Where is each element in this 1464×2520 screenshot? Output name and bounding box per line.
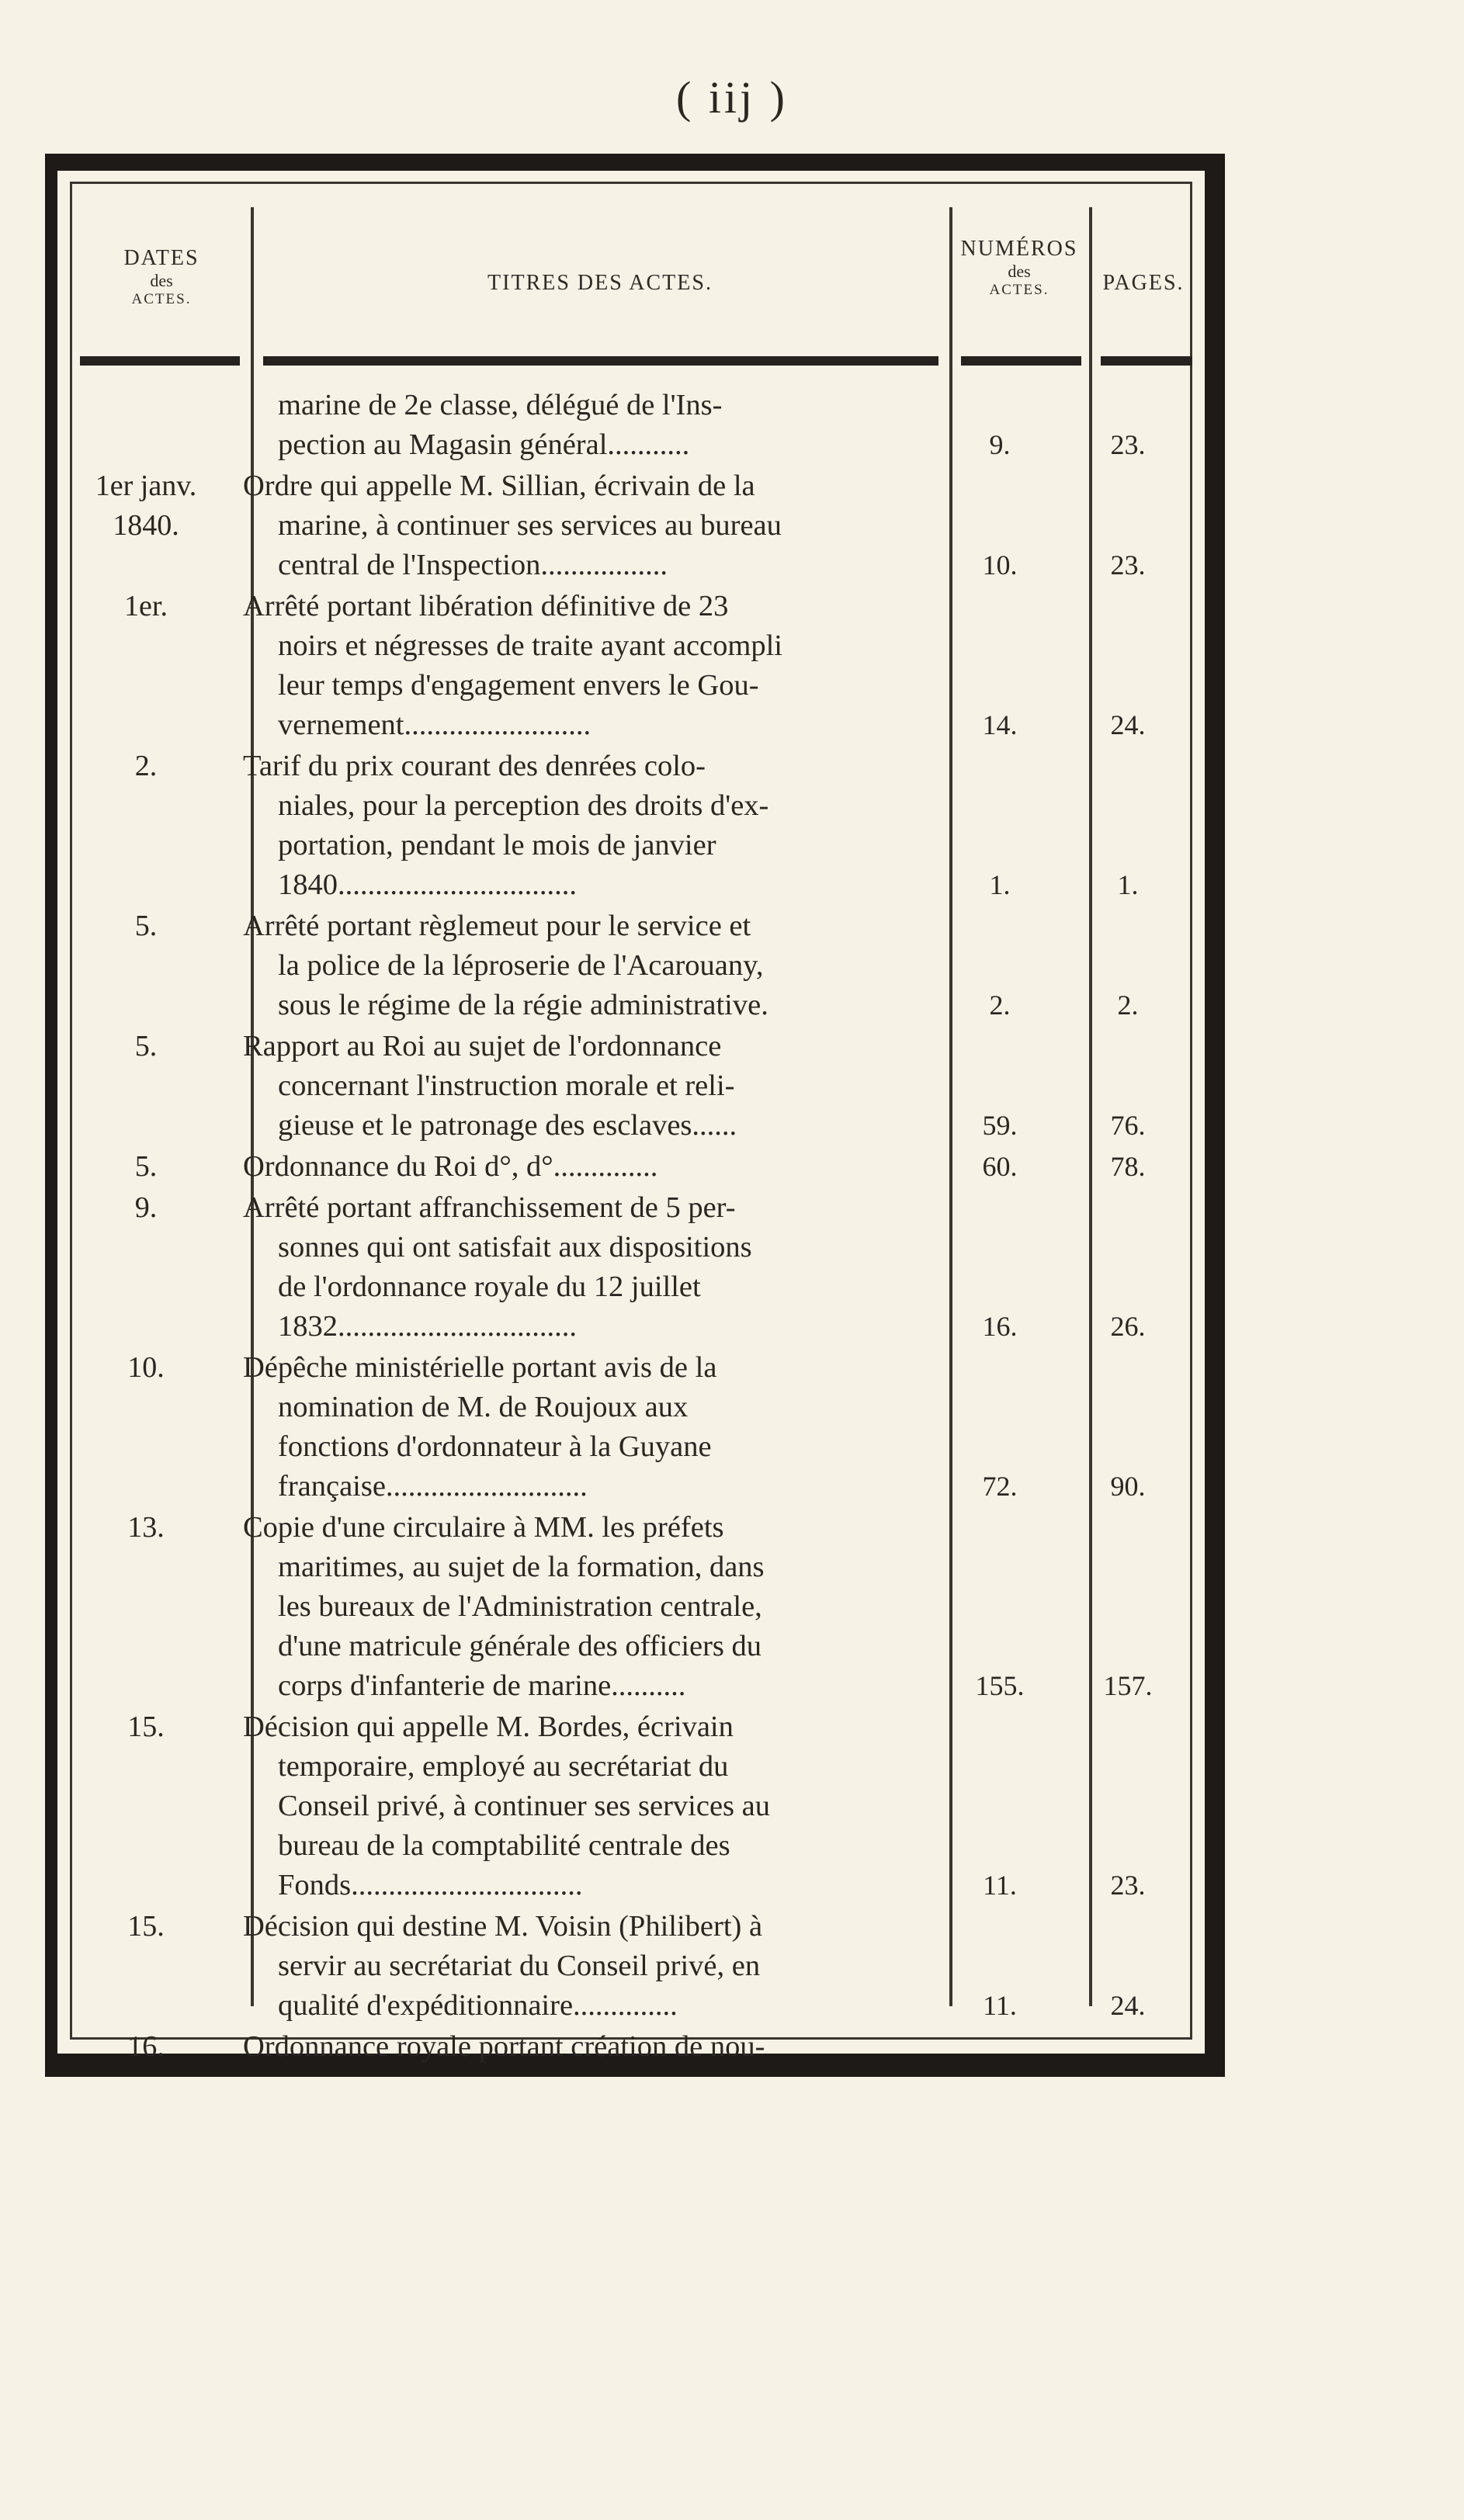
entry-title-line: 1832................................ [278, 1310, 577, 1343]
header-rule-pages [1101, 356, 1192, 366]
entry-title-line: 1840................................ [278, 868, 577, 901]
entry-title-line: Arrêté portant affranchissement de 5 per- [243, 1191, 736, 1224]
entry-title [243, 1508, 931, 1706]
entry-title-line: concernant l'instruction morale et reli- [278, 1069, 735, 1102]
entry-title [243, 466, 931, 585]
entry-page: 24. [1110, 709, 1146, 740]
entry-number: 1. [989, 869, 1011, 900]
table-frame [45, 154, 1225, 2077]
entry-number: 14. [982, 709, 1018, 740]
entry-title-line: gieuse et le patronage des esclaves...... [278, 1109, 737, 1142]
entry-title [243, 906, 931, 1025]
entry-title-line: marine, à continuer ses services au bureau [278, 509, 782, 542]
entry-date: 1er. [124, 590, 168, 622]
header-rule-titles [263, 356, 938, 366]
entry-title-line: leur temps d'engagement envers le Gou- [278, 669, 759, 702]
entry-title-line: Tarif du prix courant des denrées colo- [243, 750, 706, 782]
entry-title-line: Fonds............................... [278, 1869, 583, 1901]
entry-title-line: Arrêté portant règlemeut pour le service et [243, 910, 751, 942]
entry-title-line: temporaire, employé au secrétariat du [278, 1750, 729, 1783]
entry-title-line: corps d'infanterie de marine.......... [278, 1669, 686, 1702]
entry-number: 11. [983, 1870, 1017, 1901]
entry-date: 15. [127, 1910, 165, 1943]
entry-title-line: Arrêté portant libération définitive de 23 [243, 590, 729, 622]
entry-date: 5. [134, 910, 158, 942]
entry-date: 16. [127, 2030, 165, 2063]
entry-date: 5. [134, 1150, 158, 1183]
entry-title-line: central de l'Inspection................. [278, 549, 668, 581]
entry-page: 78. [1110, 1151, 1146, 1182]
entry-title-line: d'une matricule générale des officiers du [278, 1630, 762, 1662]
entry-title-line: la police de la léproserie de l'Acarouany, [278, 949, 764, 982]
entry-title [243, 1707, 931, 1905]
entry-number: 10. [982, 549, 1018, 581]
entry-page: 1. [1117, 869, 1139, 900]
entry-title [243, 1188, 931, 1347]
entry-title-line: fonctions d'ordonnateur à la Guyane [278, 1430, 712, 1463]
entry-title-line: qualité d'expéditionnaire.............. [278, 1989, 678, 2022]
entry-number: 59. [982, 1110, 1018, 1141]
header-numeros: NUMÉROS des ACTES. [960, 237, 1078, 298]
entry-page: 76. [1110, 1110, 1146, 1141]
entry-title [243, 747, 931, 905]
entry-title [243, 1027, 931, 1146]
entry-page: 23. [1110, 1870, 1146, 1901]
header-dates: DATES des ACTES. [123, 246, 199, 307]
entry-page: 23. [1110, 429, 1146, 460]
entry-title-line: maritimes, au sujet de la formation, dans [278, 1551, 765, 1583]
entry-title-line: Conseil privé, à continuer ses services au [278, 1790, 770, 1822]
header-rule-dates [80, 356, 240, 366]
entry-title-line: pection au Magasin général........... [278, 428, 690, 461]
entry-title-line: portation, pendant le mois de janvier [278, 829, 716, 861]
entry-page: 157. [1103, 1670, 1153, 1701]
entry-title-line: niales, pour la perception des droits d'ex- [278, 789, 769, 822]
entry-page: 2. [1117, 990, 1139, 1021]
entry-page: 24. [1110, 1990, 1146, 2021]
entry-page: 90. [1110, 1471, 1146, 1502]
entry-title-line: Ordre qui appelle M. Sillian, écrivain de la [243, 470, 755, 502]
entry-title-line: servir au secrétariat du Conseil privé, en [278, 1950, 761, 1982]
entry-number: 60. [982, 1151, 1018, 1182]
header-titles: TITRES DES ACTES. [487, 271, 713, 295]
entry-title-line: française........................... [278, 1470, 588, 1503]
entry-date: 2. [134, 750, 158, 782]
entry-title-line: nomination de M. de Roujoux aux [278, 1391, 689, 1423]
header-pages: PAGES. [1102, 271, 1185, 295]
header-rule-numeros [961, 356, 1081, 366]
entry-title-line: les bureaux de l'Administration centrale, [278, 1590, 762, 1623]
entry-title-line: sous le régime de la régie administrative. [278, 989, 768, 1021]
entry-title-line: Rapport au Roi au sujet de l'ordonnance [243, 1030, 722, 1062]
entry-page: 26. [1110, 1311, 1146, 1342]
entry-date: 13. [127, 1511, 165, 1544]
entry-title-line: de l'ordonnance royale du 12 juillet [278, 1270, 701, 1303]
entry-title-line: noirs et négresses de traite ayant accompli [278, 629, 782, 662]
entry-date: 1er janv. 1840. [95, 470, 197, 542]
entry-date: 5. [134, 1030, 158, 1062]
entry-title [243, 1147, 931, 1187]
entry-title-line: sonnes qui ont satisfait aux dispositions [278, 1231, 752, 1263]
entry-title-line: Dépêche ministérielle portant avis de la [243, 1351, 717, 1384]
entry-title-line: bureau de la comptabilité centrale des [278, 1829, 730, 1862]
entry-date: 10. [127, 1351, 165, 1384]
entry-number: 9. [989, 429, 1011, 460]
entry-title-line: Ordonnance du Roi d°, d°.............. [243, 1150, 658, 1183]
entry-page: 23. [1110, 549, 1146, 581]
entry-title-line: vernement......................... [278, 709, 591, 741]
entry-title-line: Ordonnance royale portant création de nou- [243, 2030, 765, 2063]
table-inner [70, 182, 1192, 2063]
entry-number: 72. [982, 1471, 1018, 1502]
entry-title [243, 1348, 931, 1506]
entry-date: 15. [127, 1711, 165, 1743]
entry-number: 155. [975, 1670, 1025, 1701]
entry-title-line: Décision qui destine M. Voisin (Philibert) à [243, 1910, 763, 1943]
entry-number: 16. [982, 1311, 1018, 1342]
entry-number: 11. [983, 1990, 1017, 2021]
entry-title-line: marine de 2e classe, délégué de l'Ins- [278, 389, 723, 421]
entry-title-line: Copie d'une circulaire à MM. les préfets [243, 1511, 724, 1544]
entry-title-line: Décision qui appelle M. Bordes, écrivain [243, 1711, 734, 1743]
entry-title [243, 587, 931, 745]
entry-title [243, 1907, 931, 2026]
page-number: ( iij ) [676, 72, 788, 123]
entry-title [243, 386, 931, 465]
entry-number: 2. [989, 990, 1011, 1021]
entry-title [243, 2027, 931, 2067]
entry-date: 9. [134, 1191, 158, 1224]
